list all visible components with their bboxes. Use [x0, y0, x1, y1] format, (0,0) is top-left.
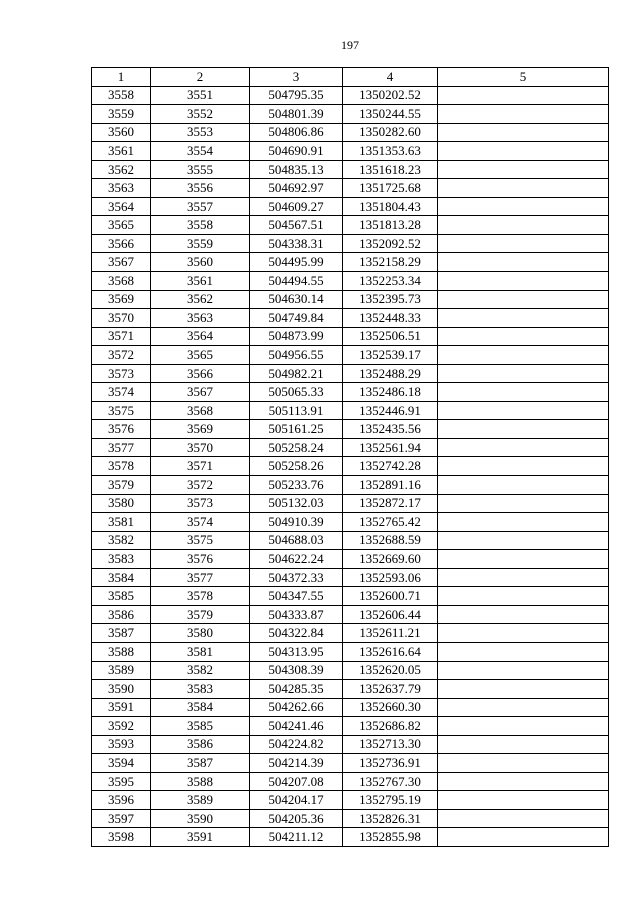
- cell-note: [438, 717, 609, 736]
- cell-x-coordinate: 504910.39: [250, 513, 343, 532]
- cell-point-number: 3568: [92, 272, 151, 291]
- cell-point-number: 3576: [92, 420, 151, 439]
- table-row: [92, 383, 609, 402]
- table-row: [92, 216, 609, 235]
- cell-reference-number: 3580: [151, 624, 250, 643]
- table-row: [92, 698, 609, 717]
- cell-reference-number: 3591: [151, 828, 250, 847]
- cell-y-coordinate: 1352855.98: [343, 828, 438, 847]
- cell-note: [438, 123, 609, 142]
- cell-x-coordinate: 504204.17: [250, 791, 343, 810]
- cell-x-coordinate: 505113.91: [250, 401, 343, 420]
- cell-x-coordinate: 504795.35: [250, 86, 343, 105]
- cell-note: [438, 809, 609, 828]
- cell-point-number: 3580: [92, 494, 151, 513]
- cell-point-number: 3598: [92, 828, 151, 847]
- table-row: [92, 568, 609, 587]
- table-row: [92, 364, 609, 383]
- cell-note: [438, 290, 609, 309]
- cell-reference-number: 3558: [151, 216, 250, 235]
- cell-x-coordinate: 504285.35: [250, 680, 343, 699]
- cell-x-coordinate: 505258.26: [250, 457, 343, 476]
- table-row: [92, 234, 609, 253]
- cell-y-coordinate: 1352620.05: [343, 661, 438, 680]
- table-row: [92, 457, 609, 476]
- cell-y-coordinate: 1352669.60: [343, 550, 438, 569]
- cell-reference-number: 3561: [151, 272, 250, 291]
- cell-x-coordinate: 504313.95: [250, 642, 343, 661]
- cell-note: [438, 142, 609, 161]
- cell-x-coordinate: 504622.24: [250, 550, 343, 569]
- table-header: [92, 68, 609, 87]
- cell-x-coordinate: 504214.39: [250, 754, 343, 773]
- cell-x-coordinate: 504749.84: [250, 309, 343, 328]
- table-row: [92, 290, 609, 309]
- cell-reference-number: 3566: [151, 364, 250, 383]
- cell-y-coordinate: 1352253.34: [343, 272, 438, 291]
- cell-reference-number: 3572: [151, 476, 250, 495]
- cell-reference-number: 3567: [151, 383, 250, 402]
- cell-reference-number: 3560: [151, 253, 250, 272]
- cell-point-number: 3569: [92, 290, 151, 309]
- cell-reference-number: 3579: [151, 605, 250, 624]
- cell-reference-number: 3582: [151, 661, 250, 680]
- cell-note: [438, 327, 609, 346]
- cell-y-coordinate: 1352435.56: [343, 420, 438, 439]
- cell-point-number: 3561: [92, 142, 151, 161]
- cell-point-number: 3563: [92, 179, 151, 198]
- cell-note: [438, 438, 609, 457]
- cell-x-coordinate: 504630.14: [250, 290, 343, 309]
- cell-reference-number: 3563: [151, 309, 250, 328]
- cell-y-coordinate: 1352765.42: [343, 513, 438, 532]
- cell-point-number: 3597: [92, 809, 151, 828]
- cell-point-number: 3586: [92, 605, 151, 624]
- cell-reference-number: 3568: [151, 401, 250, 420]
- table-row: [92, 420, 609, 439]
- cell-point-number: 3560: [92, 123, 151, 142]
- cell-y-coordinate: 1352616.64: [343, 642, 438, 661]
- coordinates-table: [91, 67, 609, 847]
- cell-x-coordinate: 504982.21: [250, 364, 343, 383]
- cell-reference-number: 3557: [151, 197, 250, 216]
- table-row: [92, 86, 609, 105]
- cell-reference-number: 3556: [151, 179, 250, 198]
- cell-y-coordinate: 1352092.52: [343, 234, 438, 253]
- table-row: [92, 401, 609, 420]
- cell-note: [438, 476, 609, 495]
- cell-reference-number: 3590: [151, 809, 250, 828]
- cell-point-number: 3583: [92, 550, 151, 569]
- table-row: [92, 346, 609, 365]
- cell-point-number: 3572: [92, 346, 151, 365]
- cell-note: [438, 401, 609, 420]
- cell-reference-number: 3574: [151, 513, 250, 532]
- cell-y-coordinate: 1352611.21: [343, 624, 438, 643]
- cell-x-coordinate: 504211.12: [250, 828, 343, 847]
- cell-y-coordinate: 1352506.51: [343, 327, 438, 346]
- cell-y-coordinate: 1352637.79: [343, 680, 438, 699]
- page-number: 197: [341, 38, 359, 52]
- cell-reference-number: 3554: [151, 142, 250, 161]
- cell-reference-number: 3576: [151, 550, 250, 569]
- cell-point-number: 3565: [92, 216, 151, 235]
- cell-point-number: 3581: [92, 513, 151, 532]
- cell-x-coordinate: 504609.27: [250, 197, 343, 216]
- cell-note: [438, 346, 609, 365]
- cell-x-coordinate: 504308.39: [250, 661, 343, 680]
- table-row: [92, 680, 609, 699]
- cell-reference-number: 3570: [151, 438, 250, 457]
- cell-y-coordinate: 1352395.73: [343, 290, 438, 309]
- cell-y-coordinate: 1352826.31: [343, 809, 438, 828]
- table-row: [92, 197, 609, 216]
- cell-y-coordinate: 1351353.63: [343, 142, 438, 161]
- cell-x-coordinate: 504241.46: [250, 717, 343, 736]
- cell-point-number: 3590: [92, 680, 151, 699]
- header-row: [92, 68, 609, 87]
- cell-note: [438, 197, 609, 216]
- cell-x-coordinate: 504690.91: [250, 142, 343, 161]
- cell-point-number: 3592: [92, 717, 151, 736]
- cell-y-coordinate: 1352891.16: [343, 476, 438, 495]
- cell-x-coordinate: 505161.25: [250, 420, 343, 439]
- table-row: [92, 438, 609, 457]
- cell-point-number: 3573: [92, 364, 151, 383]
- cell-reference-number: 3552: [151, 105, 250, 124]
- cell-note: [438, 105, 609, 124]
- table-row: [92, 105, 609, 124]
- table-row: [92, 828, 609, 847]
- table-row: [92, 754, 609, 773]
- cell-x-coordinate: 504322.84: [250, 624, 343, 643]
- cell-y-coordinate: 1352767.30: [343, 772, 438, 791]
- cell-y-coordinate: 1350202.52: [343, 86, 438, 105]
- cell-y-coordinate: 1352448.33: [343, 309, 438, 328]
- cell-x-coordinate: 505258.24: [250, 438, 343, 457]
- column-header: 2: [151, 68, 250, 87]
- cell-note: [438, 698, 609, 717]
- cell-y-coordinate: 1352446.91: [343, 401, 438, 420]
- table-row: [92, 642, 609, 661]
- table-row: [92, 272, 609, 291]
- cell-reference-number: 3564: [151, 327, 250, 346]
- cell-reference-number: 3569: [151, 420, 250, 439]
- cell-x-coordinate: 504372.33: [250, 568, 343, 587]
- cell-note: [438, 216, 609, 235]
- cell-reference-number: 3551: [151, 86, 250, 105]
- cell-note: [438, 457, 609, 476]
- cell-note: [438, 309, 609, 328]
- cell-y-coordinate: 1351618.23: [343, 160, 438, 179]
- table-row: [92, 142, 609, 161]
- cell-reference-number: 3565: [151, 346, 250, 365]
- cell-y-coordinate: 1352686.82: [343, 717, 438, 736]
- cell-reference-number: 3584: [151, 698, 250, 717]
- cell-note: [438, 86, 609, 105]
- cell-point-number: 3574: [92, 383, 151, 402]
- column-header: 4: [343, 68, 438, 87]
- cell-x-coordinate: 504688.03: [250, 531, 343, 550]
- cell-note: [438, 828, 609, 847]
- cell-y-coordinate: 1352488.29: [343, 364, 438, 383]
- cell-reference-number: 3559: [151, 234, 250, 253]
- table-row: [92, 476, 609, 495]
- cell-point-number: 3595: [92, 772, 151, 791]
- cell-y-coordinate: 1350244.55: [343, 105, 438, 124]
- table-row: [92, 123, 609, 142]
- cell-note: [438, 383, 609, 402]
- cell-note: [438, 160, 609, 179]
- cell-y-coordinate: 1352606.44: [343, 605, 438, 624]
- cell-y-coordinate: 1352539.17: [343, 346, 438, 365]
- cell-note: [438, 272, 609, 291]
- cell-note: [438, 624, 609, 643]
- cell-y-coordinate: 1352600.71: [343, 587, 438, 606]
- cell-point-number: 3564: [92, 197, 151, 216]
- cell-x-coordinate: 504262.66: [250, 698, 343, 717]
- cell-note: [438, 735, 609, 754]
- cell-y-coordinate: 1352713.30: [343, 735, 438, 754]
- cell-y-coordinate: 1352795.19: [343, 791, 438, 810]
- cell-x-coordinate: 504224.82: [250, 735, 343, 754]
- table-row: [92, 809, 609, 828]
- cell-x-coordinate: 504205.36: [250, 809, 343, 828]
- table-row: [92, 513, 609, 532]
- cell-x-coordinate: 504567.51: [250, 216, 343, 235]
- cell-reference-number: 3589: [151, 791, 250, 810]
- cell-note: [438, 772, 609, 791]
- cell-point-number: 3566: [92, 234, 151, 253]
- cell-point-number: 3584: [92, 568, 151, 587]
- cell-x-coordinate: 504801.39: [250, 105, 343, 124]
- cell-x-coordinate: 504873.99: [250, 327, 343, 346]
- cell-note: [438, 420, 609, 439]
- table-row: [92, 550, 609, 569]
- cell-reference-number: 3588: [151, 772, 250, 791]
- cell-note: [438, 754, 609, 773]
- cell-y-coordinate: 1351725.68: [343, 179, 438, 198]
- cell-reference-number: 3587: [151, 754, 250, 773]
- cell-note: [438, 568, 609, 587]
- column-header: 1: [92, 68, 151, 87]
- cell-y-coordinate: 1352688.59: [343, 531, 438, 550]
- cell-x-coordinate: 504494.55: [250, 272, 343, 291]
- cell-point-number: 3591: [92, 698, 151, 717]
- cell-reference-number: 3586: [151, 735, 250, 754]
- cell-note: [438, 587, 609, 606]
- table-row: [92, 327, 609, 346]
- cell-note: [438, 179, 609, 198]
- cell-reference-number: 3578: [151, 587, 250, 606]
- cell-reference-number: 3583: [151, 680, 250, 699]
- cell-y-coordinate: 1351813.28: [343, 216, 438, 235]
- cell-y-coordinate: 1352158.29: [343, 253, 438, 272]
- cell-point-number: 3593: [92, 735, 151, 754]
- cell-y-coordinate: 1350282.60: [343, 123, 438, 142]
- cell-note: [438, 791, 609, 810]
- cell-x-coordinate: 504692.97: [250, 179, 343, 198]
- cell-note: [438, 531, 609, 550]
- cell-x-coordinate: 505233.76: [250, 476, 343, 495]
- cell-note: [438, 234, 609, 253]
- table-row: [92, 661, 609, 680]
- cell-x-coordinate: 505132.03: [250, 494, 343, 513]
- cell-reference-number: 3571: [151, 457, 250, 476]
- table-row: [92, 253, 609, 272]
- table-row: [92, 772, 609, 791]
- cell-y-coordinate: 1352486.18: [343, 383, 438, 402]
- cell-reference-number: 3581: [151, 642, 250, 661]
- table-row: [92, 624, 609, 643]
- cell-note: [438, 661, 609, 680]
- cell-x-coordinate: 505065.33: [250, 383, 343, 402]
- cell-x-coordinate: 504338.31: [250, 234, 343, 253]
- table-row: [92, 494, 609, 513]
- table-row: [92, 735, 609, 754]
- cell-x-coordinate: 504835.13: [250, 160, 343, 179]
- cell-x-coordinate: 504806.86: [250, 123, 343, 142]
- cell-reference-number: 3573: [151, 494, 250, 513]
- cell-x-coordinate: 504956.55: [250, 346, 343, 365]
- cell-y-coordinate: 1352593.06: [343, 568, 438, 587]
- table-body: [92, 86, 609, 846]
- column-header: 5: [438, 68, 609, 87]
- table-row: [92, 791, 609, 810]
- cell-x-coordinate: 504333.87: [250, 605, 343, 624]
- cell-note: [438, 494, 609, 513]
- cell-point-number: 3582: [92, 531, 151, 550]
- cell-point-number: 3596: [92, 791, 151, 810]
- cell-y-coordinate: 1351804.43: [343, 197, 438, 216]
- table-row: [92, 717, 609, 736]
- table-row: [92, 179, 609, 198]
- cell-point-number: 3577: [92, 438, 151, 457]
- table-row: [92, 309, 609, 328]
- cell-point-number: 3575: [92, 401, 151, 420]
- cell-y-coordinate: 1352736.91: [343, 754, 438, 773]
- cell-note: [438, 513, 609, 532]
- table-row: [92, 587, 609, 606]
- table-row: [92, 605, 609, 624]
- cell-point-number: 3558: [92, 86, 151, 105]
- cell-y-coordinate: 1352561.94: [343, 438, 438, 457]
- cell-reference-number: 3562: [151, 290, 250, 309]
- column-header: 3: [250, 68, 343, 87]
- cell-note: [438, 605, 609, 624]
- cell-reference-number: 3575: [151, 531, 250, 550]
- cell-x-coordinate: 504495.99: [250, 253, 343, 272]
- cell-note: [438, 642, 609, 661]
- cell-note: [438, 550, 609, 569]
- table-row: [92, 160, 609, 179]
- cell-point-number: 3578: [92, 457, 151, 476]
- cell-point-number: 3570: [92, 309, 151, 328]
- cell-reference-number: 3553: [151, 123, 250, 142]
- cell-point-number: 3585: [92, 587, 151, 606]
- cell-reference-number: 3577: [151, 568, 250, 587]
- cell-point-number: 3559: [92, 105, 151, 124]
- cell-point-number: 3562: [92, 160, 151, 179]
- cell-x-coordinate: 504347.55: [250, 587, 343, 606]
- cell-y-coordinate: 1352660.30: [343, 698, 438, 717]
- cell-point-number: 3594: [92, 754, 151, 773]
- cell-point-number: 3588: [92, 642, 151, 661]
- cell-y-coordinate: 1352872.17: [343, 494, 438, 513]
- cell-reference-number: 3585: [151, 717, 250, 736]
- cell-point-number: 3579: [92, 476, 151, 495]
- cell-x-coordinate: 504207.08: [250, 772, 343, 791]
- cell-note: [438, 253, 609, 272]
- table-row: [92, 531, 609, 550]
- cell-reference-number: 3555: [151, 160, 250, 179]
- cell-point-number: 3587: [92, 624, 151, 643]
- cell-y-coordinate: 1352742.28: [343, 457, 438, 476]
- cell-note: [438, 680, 609, 699]
- cell-note: [438, 364, 609, 383]
- cell-point-number: 3589: [92, 661, 151, 680]
- cell-point-number: 3567: [92, 253, 151, 272]
- cell-point-number: 3571: [92, 327, 151, 346]
